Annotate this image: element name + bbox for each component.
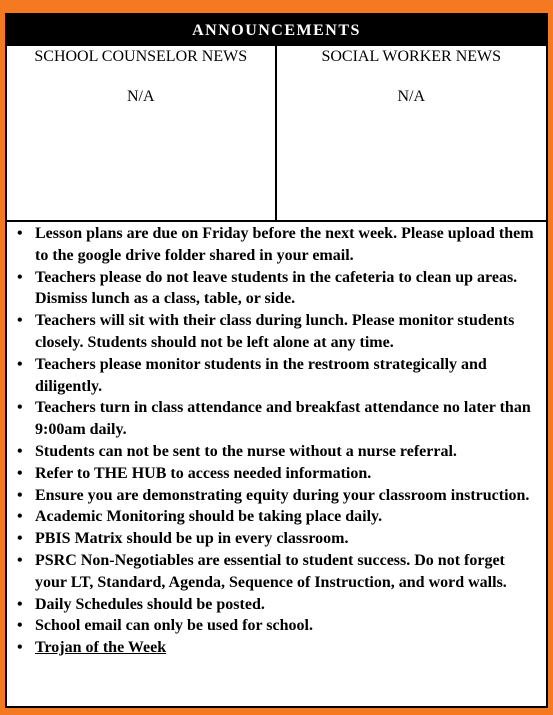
- bullet-icon: •: [17, 595, 23, 613]
- social-worker-news-title: SOCIAL WORKER NEWS: [321, 48, 502, 65]
- list-item-text: Academic Monitoring should be taking place daily.: [35, 508, 383, 526]
- list-item-text: Students can not be sent to the nurse without a nurse referral.: [35, 442, 457, 460]
- school-counselor-news-title: SCHOOL COUNSELOR NEWS: [34, 48, 248, 65]
- trojan-of-the-week-text[interactable]: Trojan of the Week: [35, 639, 167, 657]
- orange-frame-top: [0, 0, 553, 13]
- list-item-text: Ensure you are demonstrating equity during your classroom instruction.: [35, 486, 530, 504]
- orange-frame-right: [548, 0, 553, 715]
- list-item-text: Lesson plans are due on Friday before the next week. Please upload them to the google drive folder shared in your email.: [35, 225, 534, 264]
- orange-frame-bottom: [0, 708, 553, 715]
- list-item: [17, 223, 540, 267]
- bullet-icon: •: [17, 508, 23, 526]
- announcement-list: [7, 223, 546, 659]
- list-item-text: Teachers turn in class attendance and breakfast attendance no later than 9:00am daily.: [35, 399, 531, 439]
- bullet-icon: •: [17, 312, 23, 330]
- list-item-text: PSRC Non-Negotiables are essential to student success. Do not forget your LT, Standard, Agenda, Sequence of Instruction, and word walls.: [35, 551, 507, 591]
- list-item: [17, 267, 540, 311]
- bullet-icon: •: [17, 355, 23, 373]
- list-item: [17, 615, 540, 637]
- list-item-text: Daily Schedules should be posted.: [35, 595, 265, 613]
- social-worker-news-value: N/A: [397, 88, 426, 105]
- list-item-text: Teachers please monitor students in the restroom strategically and diligently.: [35, 355, 487, 395]
- list-item-text: Teachers please do not leave students in the cafeteria to clean up areas. Dismiss lunch as a class, table, or side.: [35, 268, 518, 308]
- bullet-icon: •: [17, 442, 23, 460]
- list-item: [17, 550, 540, 594]
- news-row: [7, 46, 546, 222]
- list-item-text: PBIS Matrix should be up in every classroom.: [35, 530, 349, 548]
- bullet-icon: •: [17, 464, 23, 482]
- bullet-icon: •: [17, 639, 23, 657]
- bullet-icon: •: [17, 268, 23, 286]
- announcements-header: ANNOUNCEMENTS: [7, 15, 546, 46]
- list-item-text: School email can only be used for school.: [35, 617, 313, 635]
- list-item: [17, 354, 540, 398]
- list-item: [17, 463, 540, 485]
- bullet-icon: •: [17, 225, 23, 242]
- list-item: [17, 506, 540, 528]
- trojan-of-the-week-link[interactable]: [17, 637, 540, 659]
- bullet-icon: •: [17, 551, 23, 569]
- school-counselor-news: [7, 46, 277, 220]
- school-counselor-news-value: N/A: [126, 88, 155, 105]
- list-item: [17, 528, 540, 550]
- bullet-icon: •: [17, 617, 23, 635]
- list-item-text: Refer to THE HUB to access needed information.: [35, 464, 372, 482]
- bullet-icon: •: [17, 399, 23, 417]
- list-item: [17, 441, 540, 463]
- list-item: [17, 594, 540, 616]
- announcements-panel: [5, 13, 548, 708]
- list-item: [17, 485, 540, 507]
- list-item: [17, 397, 540, 441]
- list-item-text: Teachers will sit with their class during lunch. Please monitor students closely. Students should not be left alone at any time.: [35, 312, 515, 351]
- social-worker-news: [277, 46, 547, 220]
- list-item: [17, 310, 540, 354]
- bullet-icon: •: [17, 486, 23, 504]
- bullet-icon: •: [17, 530, 23, 548]
